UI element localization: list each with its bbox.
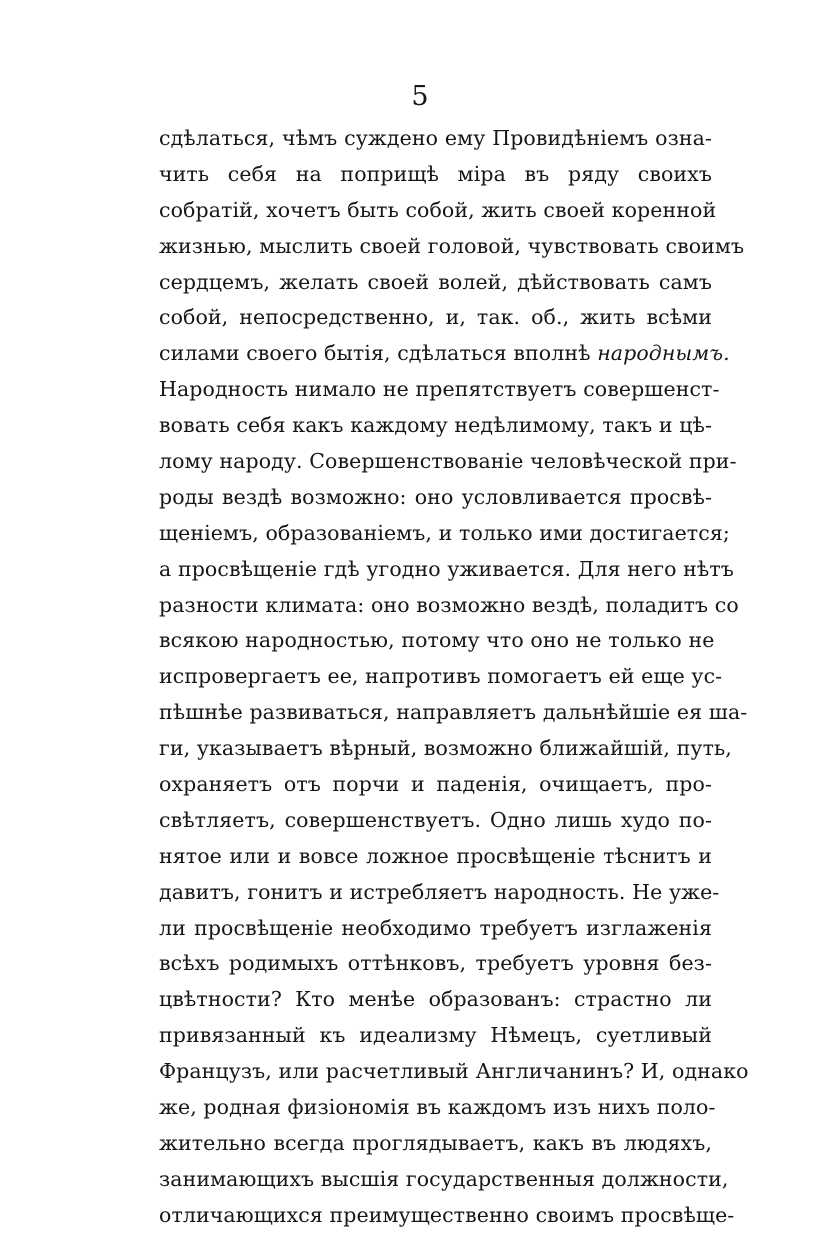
text-line-with-italic [159,336,730,372]
text-line: ли просвѣщеніе необходимо требуетъ изглаженія [159,915,712,940]
text-line: охраняетъ отъ порчи и паденія, очищаетъ, про- [159,772,712,797]
text-line: нятое или и вовсе ложное просвѣщеніе тѣснитъ и [159,843,712,868]
page-number: 5 [411,81,429,112]
text-line: Французъ, или расчетливый Англичанинъ? И, однако [159,1059,749,1084]
text-line: разности климата: оно возможно вездѣ, поладитъ со [159,592,739,617]
text-line: чить себя на поприщѣ міра въ ряду своихъ [159,161,712,186]
text-line: собой, непосредственно, и, так. об., жить всѣми [159,305,712,330]
text-line: сдѣлаться, чѣмъ суждено ему Провидѣніемъ озна- [159,126,712,150]
text-line: собратій, хочетъ быть собой, жить своей коренной [159,197,717,222]
text-line: же, родная физіономія въ каждомъ изъ нихъ поло- [159,1095,716,1120]
text-line: давитъ, гонитъ и истребляетъ народность. Не ужe- [159,879,720,904]
text-line: свѣтляетъ, совершенствуетъ. Одно лишь худо по- [159,807,712,832]
text-line: жительно всегда проглядываетъ, какъ въ людяхъ, [159,1130,712,1155]
body-text [159,121,749,1234]
text-line: всѣхъ родимыхъ оттѣнковъ, требуетъ уровня без- [159,951,712,976]
text-line: привязанный къ идеализму Нѣмецъ, суетливый [159,1023,712,1048]
text-line: занимающихъ высшія государственныя должности, [159,1166,729,1191]
text-line: щеніемъ, образованіемъ, и только ими достигается; [159,520,730,545]
text-line: сердцемъ, желать своей волей, дѣйствовать самъ [159,269,712,294]
text-line: вовать себя какъ каждому недѣлимому, такъ и цѣ- [159,413,712,438]
text-line: ги, указываетъ вѣрный, возможно ближайшій, путь, [159,736,732,761]
text-line: лому народу. Совершенствованіе человѣческой при- [159,449,737,474]
text-line: Народность нимало не препятствуетъ совершенст- [159,377,720,402]
text-line-roman: силами своего бытія, сдѣлаться вполнѣ [159,341,591,366]
text-line: а просвѣщеніе гдѣ угодно уживается. Для него нѣтъ [159,556,734,581]
text-line: отличающихся преимущественно своимъ просвѣще- [159,1202,735,1227]
text-line: всякою народностью, потому что оно не только не [159,628,715,653]
text-line: роды вездѣ возможно: оно условливается просвѣ- [159,484,712,509]
text-line: пѣшнѣе развиваться, направляетъ дальнѣйшіе ея ша- [159,700,748,725]
italic-word: народнымъ. [597,341,730,366]
text-line: испровергаетъ ее, напротивъ помогаетъ ей еще ус- [159,664,723,689]
text-line: жизнью, мыслить своей головой, чувствовать своимъ [159,233,745,258]
text-line: цвѣтности? Кто менѣе образованъ: страстно ли [159,987,712,1012]
